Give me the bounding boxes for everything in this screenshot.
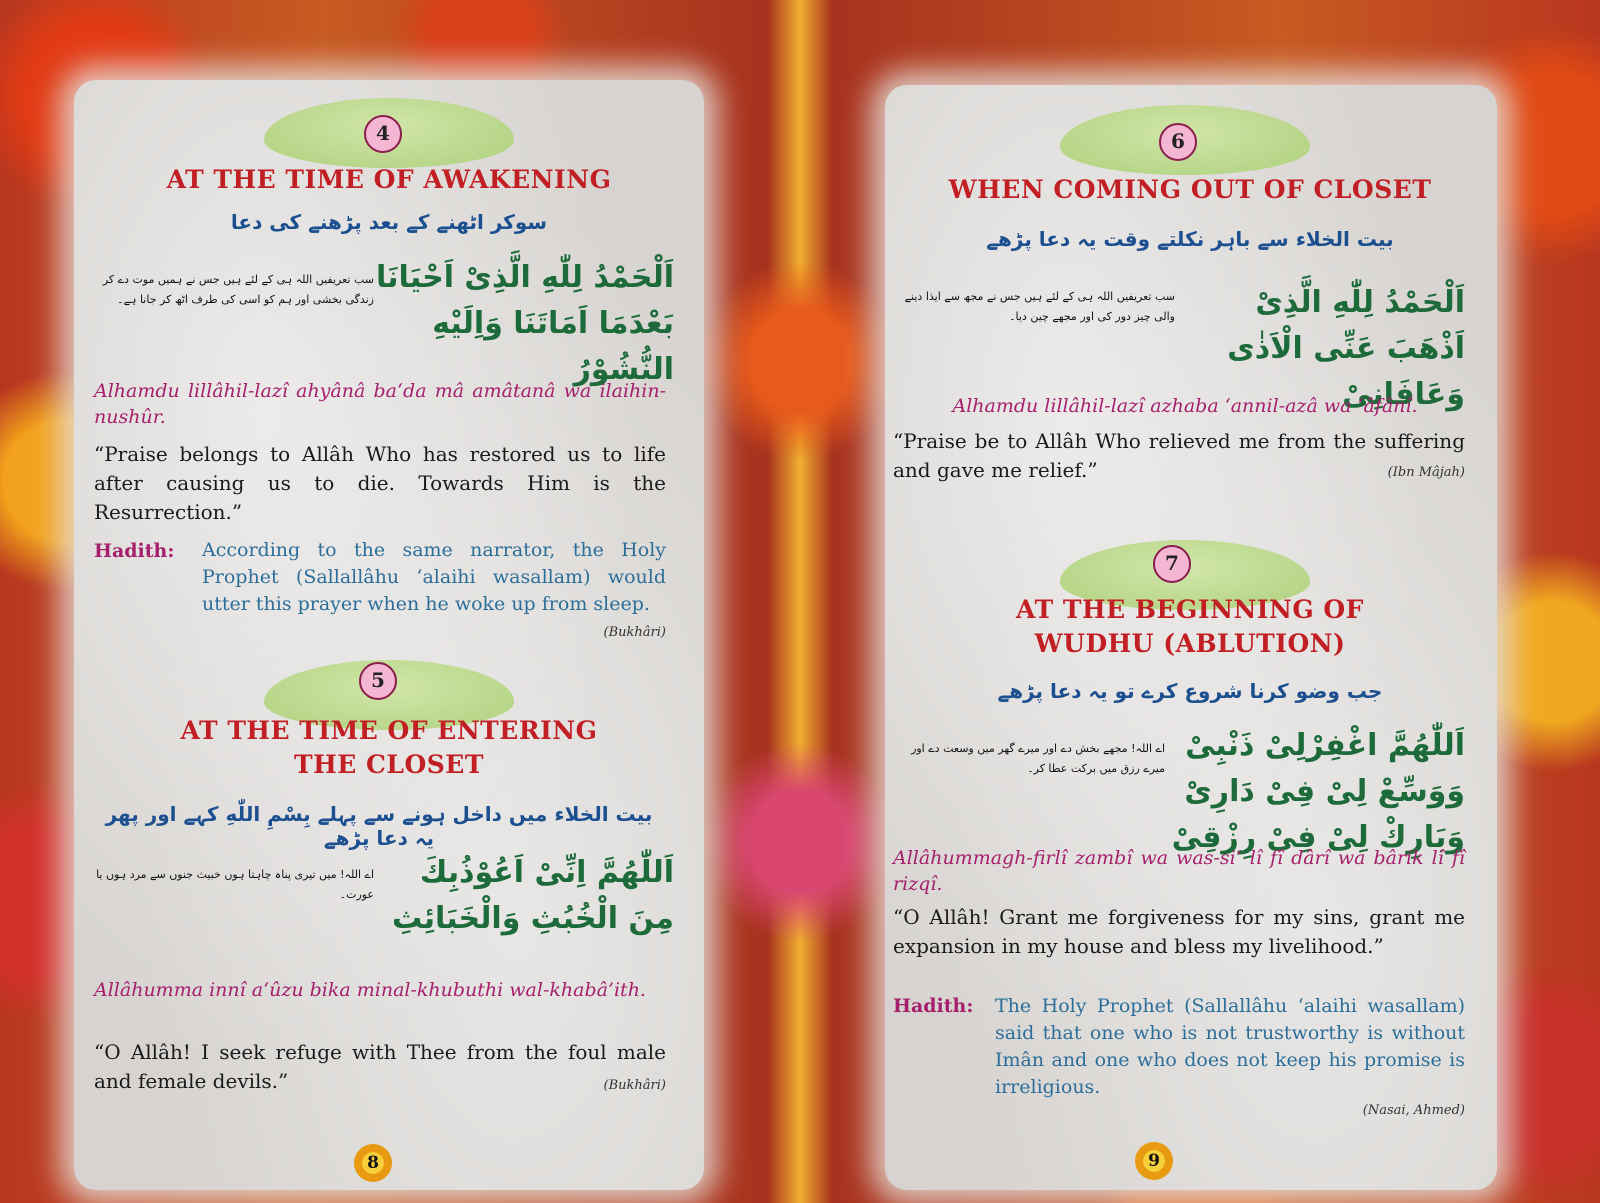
section-number-6: 6 [1159,123,1197,161]
section-6-reference: (Ibn Mâjah) [1387,465,1465,480]
section-number-7: 7 [1153,545,1191,583]
section-number-4: 4 [364,115,402,153]
section-4-hadith-text: According to the same narrator, the Holy Prophet (Sallallâhu ‘alaihi wasallam) would utter this prayer when he woke up from sleep. [202,539,666,615]
section-7-arabic: اَللّٰهُمَّ اغْفِرْلِیْ ذَنْبِیْ وَوَسِّعْ لِیْ فِیْ دَارِیْ وَبَارِكْ لِیْ فِیْ رِزْقِیْ [1171,728,1465,855]
left-page [74,80,704,1190]
section-7-transliteration: Allâhummagh-firlî zambî wa was-si‘ lî fî dârî wa bârik lî fî rizqî. [893,847,1465,895]
section-7-hadith-label: Hadith: [893,995,974,1017]
section-5-title-line1: AT THE TIME OF ENTERING [180,716,598,745]
right-page [885,85,1497,1190]
section-4-transliteration: Alhamdu lillâhil-lazî ahyânâ ba‘da mâ amâtanâ wa ilaihin-nushûr. [94,380,666,428]
section-7-title-line1: AT THE BEGINNING OF [1016,595,1364,624]
section-6-transliteration: Alhamdu lillâhil-lazî azhaba ‘annil-azâ wa ‘âfânî. [952,395,1418,417]
section-5-title-line2: THE CLOSET [294,750,484,779]
section-7-urdu: اے اللہ! مجھے بخش دے اور میرے گھر میں وسعت دے اور میرے رزق میں برکت عطا کر۔ [911,742,1165,775]
section-5-transliteration: Allâhumma innî a‘ûzu bika minal-khubuthi wal-khabâ’ith. [94,979,646,1001]
section-4-urdu: سب تعریفیں اللہ ہی کے لئے ہیں جس نے ہمیں موت دے کر زندگی بخشی اور ہم کو اسی کی طرف اٹھ کر جانا ہے۔ [102,273,374,306]
section-5-arabic: اَللّٰهُمَّ اِنِّیْ اَعُوْذُبِكَ مِنَ الْخُبُثِ وَالْخَبَائِثِ [392,855,674,936]
section-7-urdu-heading: جب وضو کرنا شروع کرے تو یہ دعا پڑھے [997,679,1383,703]
section-7-reference: (Nasai, Ahmed) [1362,1103,1465,1118]
section-7-title-line2: WUDHU (ABLUTION) [1034,629,1346,658]
section-4-arabic: اَلْحَمْدُ لِلّٰهِ الَّذِیْ اَحْیَانَا بَعْدَمَا اَمَاتَنَا وَاِلَیْهِ النُّشُوْرُ [376,260,674,387]
page-number: 9 [1135,1142,1173,1180]
section-7-hadith-text: The Holy Prophet (Sallallâhu ‘alaihi wasallam) said that one who is not trustworthy is without Imân and one who does not keep his promise is irreligious. [995,995,1465,1098]
section-number-5: 5 [359,662,397,700]
section-6-translation: “Praise be to Allâh Who relieved me from the suffering and gave me relief.” [893,429,1465,482]
section-6-arabic: اَلْحَمْدُ لِلّٰهِ الَّذِیْ اَذْهَبَ عَنِّی الْاَذٰی وَعَافَانِیْ [1227,285,1465,412]
section-7-translation: “O Allâh! Grant me forgiveness for my sins, grant me expansion in my house and bless my livelihood.” [893,905,1465,958]
section-6-urdu: سب تعریفیں اللہ ہی کے لئے ہیں جس نے مجھ سے ایذا دینے والی چیز دور کی اور مجھے چین دیا۔ [904,290,1175,323]
section-4-urdu-heading: سوکر اٹھنے کے بعد پڑھنے کی دعا [230,210,548,234]
section-4-title: AT THE TIME OF AWAKENING [166,165,612,194]
section-5-urdu: اے اللہ! میں تیری پناہ چاہتا ہوں خبیث جنوں سے مرد ہوں یا عورت۔ [96,868,374,901]
section-5-translation: “O Allâh! I seek refuge with Thee from the foul male and female devils.” [94,1040,666,1093]
section-5-urdu-heading: بیت الخلاء میں داخل ہونے سے پہلے بِسْمِ اللّٰهِ کہے اور پھر یہ دعا پڑھے [105,802,653,850]
section-6-title: WHEN COMING OUT OF CLOSET [948,175,1432,204]
section-4-reference: (Bukhâri) [603,625,666,640]
section-6-urdu-heading: بیت الخلاء سے باہر نکلتے وقت یہ دعا پڑھے [986,227,1394,251]
section-4-hadith-label: Hadith: [94,540,175,562]
page-number: 8 [354,1144,392,1182]
section-5-reference: (Bukhâri) [603,1078,666,1093]
section-4-translation: “Praise belongs to Allâh Who has restored us to life after causing us to die. Towards Him is the Resurrection.” [94,442,666,524]
